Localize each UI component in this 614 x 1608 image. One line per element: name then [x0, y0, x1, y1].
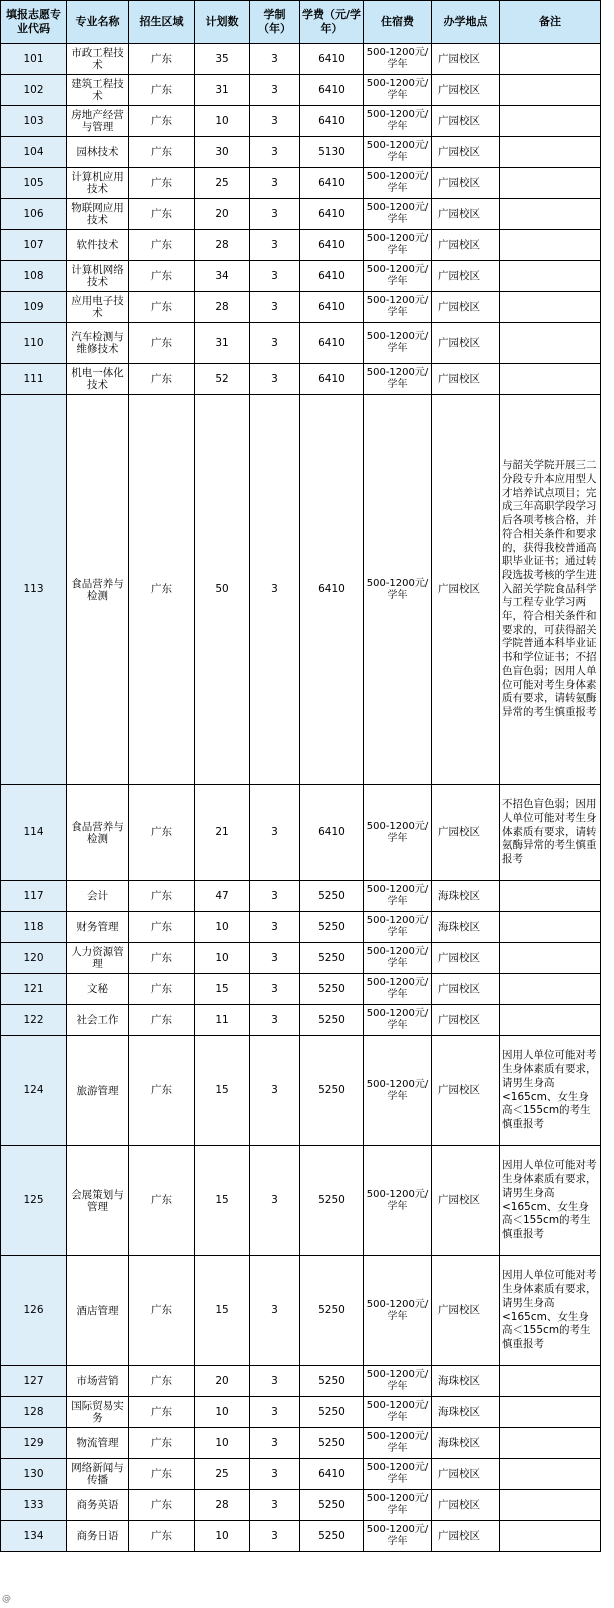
cell-remarks: 与韶关学院开展三二分段专升本应用型人才培养试点项目；完成三年高职学段学习后各项考核合格，并符合相关条件和要求的，获得我校普通高职毕业证书；通过转段选拔考核的学生进入韶关学院食品科学与工程专业学习两年，符合相关条件和要求的，可获得韶关学院普通本科毕业证书和学位证书；不招色盲色弱；因用人单位可能对考生身体素质有要求，请转氨酶异常的考生慎重报考: [500, 395, 601, 785]
cell-lodging: 500-1200元/学年: [364, 364, 432, 395]
cell-plan: 47: [195, 881, 250, 912]
cell-campus: 广园校区: [432, 974, 500, 1005]
table-body: [1, 44, 601, 1552]
cell-remarks: [500, 292, 601, 323]
cell-lodging: 500-1200元/学年: [364, 199, 432, 230]
cell-lodging: 500-1200元/学年: [364, 230, 432, 261]
cell-code: 109: [1, 292, 67, 323]
cell-years: 3: [250, 1036, 300, 1146]
cell-years: 3: [250, 1521, 300, 1552]
cell-remarks: [500, 881, 601, 912]
cell-years: 3: [250, 1459, 300, 1490]
cell-lodging: 500-1200元/学年: [364, 1256, 432, 1366]
cell-lodging: 500-1200元/学年: [364, 1490, 432, 1521]
table-row: [1, 1397, 601, 1428]
cell-region: 广东: [129, 1036, 195, 1146]
cell-code: 104: [1, 137, 67, 168]
cell-campus: 广园校区: [432, 323, 500, 364]
cell-code: 134: [1, 1521, 67, 1552]
cell-plan: 10: [195, 106, 250, 137]
cell-code: 102: [1, 75, 67, 106]
cell-name: 计算机网络技术: [67, 261, 129, 292]
cell-code: 127: [1, 1366, 67, 1397]
cell-plan: 15: [195, 1146, 250, 1256]
cell-name: 国际贸易实务: [67, 1397, 129, 1428]
cell-remarks: [500, 168, 601, 199]
cell-remarks: [500, 1490, 601, 1521]
table-row: [1, 168, 601, 199]
cell-tuition: 5130: [300, 137, 364, 168]
cell-code: 130: [1, 1459, 67, 1490]
cell-tuition: 5250: [300, 912, 364, 943]
cell-years: 3: [250, 395, 300, 785]
cell-campus: 广园校区: [432, 364, 500, 395]
cell-name: 软件技术: [67, 230, 129, 261]
cell-campus: 海珠校区: [432, 881, 500, 912]
cell-tuition: 5250: [300, 1428, 364, 1459]
cell-years: 3: [250, 974, 300, 1005]
cell-region: 广东: [129, 974, 195, 1005]
cell-lodging: 500-1200元/学年: [364, 974, 432, 1005]
cell-remarks: [500, 1459, 601, 1490]
cell-campus: 广园校区: [432, 261, 500, 292]
cell-tuition: 6410: [300, 75, 364, 106]
cell-campus: 广园校区: [432, 1459, 500, 1490]
cell-lodging: 500-1200元/学年: [364, 1459, 432, 1490]
cell-name: 网络新闻与传播: [67, 1459, 129, 1490]
cell-campus: 广园校区: [432, 106, 500, 137]
cell-name: 机电一体化技术: [67, 364, 129, 395]
cell-region: 广东: [129, 364, 195, 395]
cell-lodging: 500-1200元/学年: [364, 1146, 432, 1256]
cell-tuition: 6410: [300, 230, 364, 261]
cell-name: 酒店管理: [67, 1256, 129, 1366]
cell-years: 3: [250, 912, 300, 943]
table-row: [1, 1146, 601, 1256]
cell-code: 106: [1, 199, 67, 230]
cell-campus: 广园校区: [432, 395, 500, 785]
cell-lodging: 500-1200元/学年: [364, 1005, 432, 1036]
cell-code: 108: [1, 261, 67, 292]
header-region: 招生区域: [129, 1, 195, 44]
cell-lodging: 500-1200元/学年: [364, 292, 432, 323]
cell-years: 3: [250, 1256, 300, 1366]
cell-campus: 广园校区: [432, 137, 500, 168]
cell-name: 财务管理: [67, 912, 129, 943]
cell-plan: 50: [195, 395, 250, 785]
cell-plan: 10: [195, 1428, 250, 1459]
cell-region: 广东: [129, 199, 195, 230]
cell-tuition: 6410: [300, 323, 364, 364]
cell-name: 会计: [67, 881, 129, 912]
cell-code: 114: [1, 785, 67, 881]
cell-region: 广东: [129, 1366, 195, 1397]
cell-campus: 广园校区: [432, 1521, 500, 1552]
cell-remarks: [500, 912, 601, 943]
cell-tuition: 5250: [300, 1521, 364, 1552]
cell-name: 物联网应用技术: [67, 199, 129, 230]
cell-region: 广东: [129, 912, 195, 943]
cell-region: 广东: [129, 292, 195, 323]
header-years: 学制（年）: [250, 1, 300, 44]
cell-plan: 15: [195, 1256, 250, 1366]
cell-name: 建筑工程技术: [67, 75, 129, 106]
header-code: 填报志愿专业代码: [1, 1, 67, 44]
cell-name: 文秘: [67, 974, 129, 1005]
cell-years: 3: [250, 199, 300, 230]
table-row: [1, 323, 601, 364]
table-row: [1, 1036, 601, 1146]
cell-code: 110: [1, 323, 67, 364]
cell-region: 广东: [129, 261, 195, 292]
cell-tuition: 6410: [300, 261, 364, 292]
cell-campus: 广园校区: [432, 168, 500, 199]
table-row: [1, 1459, 601, 1490]
cell-name: 商务英语: [67, 1490, 129, 1521]
cell-plan: 28: [195, 1490, 250, 1521]
cell-plan: 25: [195, 1459, 250, 1490]
cell-remarks: [500, 230, 601, 261]
cell-tuition: 5250: [300, 1146, 364, 1256]
cell-campus: 海珠校区: [432, 1428, 500, 1459]
cell-lodging: 500-1200元/学年: [364, 1036, 432, 1146]
cell-years: 3: [250, 168, 300, 199]
table-row: [1, 395, 601, 785]
table-row: [1, 106, 601, 137]
cell-lodging: 500-1200元/学年: [364, 1521, 432, 1552]
cell-remarks: [500, 364, 601, 395]
cell-code: 103: [1, 106, 67, 137]
cell-code: 133: [1, 1490, 67, 1521]
cell-lodging: 500-1200元/学年: [364, 1366, 432, 1397]
cell-years: 3: [250, 1490, 300, 1521]
cell-tuition: 6410: [300, 44, 364, 75]
cell-name: 物流管理: [67, 1428, 129, 1459]
table-header-row: [1, 1, 601, 44]
cell-years: 3: [250, 1146, 300, 1256]
table-row: [1, 1366, 601, 1397]
cell-years: 3: [250, 323, 300, 364]
cell-lodging: 500-1200元/学年: [364, 44, 432, 75]
cell-tuition: 6410: [300, 364, 364, 395]
cell-plan: 10: [195, 912, 250, 943]
cell-code: 128: [1, 1397, 67, 1428]
cell-region: 广东: [129, 1459, 195, 1490]
cell-code: 101: [1, 44, 67, 75]
cell-region: 广东: [129, 395, 195, 785]
cell-years: 3: [250, 137, 300, 168]
cell-years: 3: [250, 1397, 300, 1428]
cell-remarks: [500, 974, 601, 1005]
cell-code: 121: [1, 974, 67, 1005]
cell-tuition: 6410: [300, 292, 364, 323]
cell-campus: 广园校区: [432, 1490, 500, 1521]
cell-plan: 25: [195, 168, 250, 199]
cell-campus: 广园校区: [432, 943, 500, 974]
header-plan: 计划数: [195, 1, 250, 44]
cell-name: 旅游管理: [67, 1036, 129, 1146]
cell-tuition: 6410: [300, 785, 364, 881]
cell-lodging: 500-1200元/学年: [364, 137, 432, 168]
cell-region: 广东: [129, 1428, 195, 1459]
cell-plan: 20: [195, 1366, 250, 1397]
cell-campus: 广园校区: [432, 75, 500, 106]
cell-campus: 广园校区: [432, 1036, 500, 1146]
cell-plan: 10: [195, 943, 250, 974]
cell-name: 应用电子技术: [67, 292, 129, 323]
cell-name: 会展策划与管理: [67, 1146, 129, 1256]
cell-name: 食品营养与检测: [67, 785, 129, 881]
header-remarks: 备注: [500, 1, 601, 44]
table-row: [1, 261, 601, 292]
cell-plan: 35: [195, 44, 250, 75]
table-row: [1, 1521, 601, 1552]
header-name: 专业名称: [67, 1, 129, 44]
cell-plan: 28: [195, 230, 250, 261]
table-row: [1, 912, 601, 943]
header-campus: 办学地点: [432, 1, 500, 44]
cell-name: 市政工程技术: [67, 44, 129, 75]
cell-remarks: [500, 1428, 601, 1459]
cell-years: 3: [250, 881, 300, 912]
cell-code: 117: [1, 881, 67, 912]
cell-tuition: 6410: [300, 168, 364, 199]
cell-region: 广东: [129, 1490, 195, 1521]
cell-years: 3: [250, 75, 300, 106]
cell-lodging: 500-1200元/学年: [364, 1397, 432, 1428]
table-row: [1, 1428, 601, 1459]
cell-plan: 30: [195, 137, 250, 168]
cell-tuition: 5250: [300, 1036, 364, 1146]
cell-campus: 广园校区: [432, 1005, 500, 1036]
cell-code: 105: [1, 168, 67, 199]
table-row: [1, 230, 601, 261]
cell-lodging: 500-1200元/学年: [364, 395, 432, 785]
cell-tuition: 5250: [300, 1256, 364, 1366]
cell-tuition: 5250: [300, 1397, 364, 1428]
cell-years: 3: [250, 1005, 300, 1036]
cell-tuition: 6410: [300, 106, 364, 137]
cell-remarks: [500, 199, 601, 230]
cell-code: 118: [1, 912, 67, 943]
cell-tuition: 6410: [300, 395, 364, 785]
cell-lodging: 500-1200元/学年: [364, 75, 432, 106]
cell-name: 计算机应用技术: [67, 168, 129, 199]
table-row: [1, 1005, 601, 1036]
cell-plan: 31: [195, 323, 250, 364]
cell-region: 广东: [129, 137, 195, 168]
table-row: [1, 943, 601, 974]
cell-region: 广东: [129, 881, 195, 912]
cell-campus: 海珠校区: [432, 912, 500, 943]
cell-region: 广东: [129, 1521, 195, 1552]
cell-lodging: 500-1200元/学年: [364, 168, 432, 199]
cell-name: 市场营销: [67, 1366, 129, 1397]
table-row: [1, 137, 601, 168]
cell-years: 3: [250, 261, 300, 292]
cell-region: 广东: [129, 943, 195, 974]
cell-code: 125: [1, 1146, 67, 1256]
cell-campus: 海珠校区: [432, 1397, 500, 1428]
cell-name: 园林技术: [67, 137, 129, 168]
cell-remarks: [500, 1366, 601, 1397]
cell-remarks: 因用人单位可能对考生身体素质有要求，请男生身高<165cm、女生身高＜155cm的考生慎重报考: [500, 1036, 601, 1146]
cell-name: 房地产经营与管理: [67, 106, 129, 137]
cell-remarks: 因用人单位可能对考生身体素质有要求，请男生身高<165cm、女生身高＜155cm的考生慎重报考: [500, 1146, 601, 1256]
cell-campus: 广园校区: [432, 1256, 500, 1366]
cell-region: 广东: [129, 1256, 195, 1366]
header-lodging: 住宿费: [364, 1, 432, 44]
cell-campus: 广园校区: [432, 1146, 500, 1256]
cell-name: 汽车检测与维修技术: [67, 323, 129, 364]
cell-campus: 广园校区: [432, 785, 500, 881]
cell-plan: 15: [195, 974, 250, 1005]
table-row: [1, 1490, 601, 1521]
cell-code: 126: [1, 1256, 67, 1366]
cell-code: 111: [1, 364, 67, 395]
cell-name: 社会工作: [67, 1005, 129, 1036]
cell-lodging: 500-1200元/学年: [364, 1428, 432, 1459]
cell-plan: 11: [195, 1005, 250, 1036]
cell-remarks: 不招色盲色弱；因用人单位可能对考生身体素质有要求，请转氨酶异常的考生慎重报考: [500, 785, 601, 881]
cell-remarks: [500, 1397, 601, 1428]
cell-region: 广东: [129, 785, 195, 881]
cell-lodging: 500-1200元/学年: [364, 785, 432, 881]
cell-campus: 广园校区: [432, 230, 500, 261]
cell-name: 商务日语: [67, 1521, 129, 1552]
cell-lodging: 500-1200元/学年: [364, 106, 432, 137]
cell-remarks: [500, 1521, 601, 1552]
cell-tuition: 5250: [300, 1490, 364, 1521]
cell-tuition: 5250: [300, 1366, 364, 1397]
cell-tuition: 5250: [300, 943, 364, 974]
cell-tuition: 6410: [300, 1459, 364, 1490]
cell-plan: 10: [195, 1397, 250, 1428]
table-row: [1, 364, 601, 395]
cell-plan: 34: [195, 261, 250, 292]
cell-campus: 广园校区: [432, 44, 500, 75]
cell-name: 人力资源管理: [67, 943, 129, 974]
cell-campus: 广园校区: [432, 199, 500, 230]
table-row: [1, 1256, 601, 1366]
cell-plan: 15: [195, 1036, 250, 1146]
cell-years: 3: [250, 292, 300, 323]
table-row: [1, 292, 601, 323]
cell-plan: 31: [195, 75, 250, 106]
cell-region: 广东: [129, 1397, 195, 1428]
table-row: [1, 75, 601, 106]
cell-code: 120: [1, 943, 67, 974]
cell-plan: 20: [195, 199, 250, 230]
cell-plan: 10: [195, 1521, 250, 1552]
cell-region: 广东: [129, 168, 195, 199]
watermark: @: [2, 1594, 11, 1604]
cell-plan: 28: [195, 292, 250, 323]
cell-code: 113: [1, 395, 67, 785]
cell-campus: 海珠校区: [432, 1366, 500, 1397]
cell-code: 122: [1, 1005, 67, 1036]
cell-code: 124: [1, 1036, 67, 1146]
cell-tuition: 5250: [300, 881, 364, 912]
cell-plan: 52: [195, 364, 250, 395]
cell-campus: 广园校区: [432, 292, 500, 323]
cell-region: 广东: [129, 75, 195, 106]
cell-lodging: 500-1200元/学年: [364, 912, 432, 943]
cell-lodging: 500-1200元/学年: [364, 881, 432, 912]
table-row: [1, 881, 601, 912]
cell-years: 3: [250, 1366, 300, 1397]
table-row: [1, 974, 601, 1005]
cell-region: 广东: [129, 323, 195, 364]
cell-lodging: 500-1200元/学年: [364, 943, 432, 974]
cell-region: 广东: [129, 1146, 195, 1256]
cell-remarks: [500, 75, 601, 106]
cell-years: 3: [250, 106, 300, 137]
cell-tuition: 5250: [300, 974, 364, 1005]
cell-region: 广东: [129, 44, 195, 75]
cell-code: 107: [1, 230, 67, 261]
header-tuition: 学费（元/学年）: [300, 1, 364, 44]
cell-code: 129: [1, 1428, 67, 1459]
cell-tuition: 5250: [300, 1005, 364, 1036]
cell-lodging: 500-1200元/学年: [364, 323, 432, 364]
cell-remarks: [500, 106, 601, 137]
cell-remarks: [500, 137, 601, 168]
table-row: [1, 199, 601, 230]
cell-plan: 21: [195, 785, 250, 881]
cell-years: 3: [250, 364, 300, 395]
cell-remarks: [500, 1005, 601, 1036]
cell-region: 广东: [129, 1005, 195, 1036]
cell-remarks: 因用人单位可能对考生身体素质有要求，请男生身高<165cm、女生身高＜155cm的考生慎重报考: [500, 1256, 601, 1366]
cell-years: 3: [250, 230, 300, 261]
cell-region: 广东: [129, 106, 195, 137]
cell-remarks: [500, 943, 601, 974]
cell-years: 3: [250, 44, 300, 75]
cell-remarks: [500, 261, 601, 292]
cell-remarks: [500, 323, 601, 364]
table-row: [1, 44, 601, 75]
cell-name: 食品营养与检测: [67, 395, 129, 785]
cell-years: 3: [250, 943, 300, 974]
table-row: [1, 785, 601, 881]
cell-tuition: 6410: [300, 199, 364, 230]
cell-years: 3: [250, 1428, 300, 1459]
cell-years: 3: [250, 785, 300, 881]
cell-region: 广东: [129, 230, 195, 261]
cell-lodging: 500-1200元/学年: [364, 261, 432, 292]
cell-remarks: [500, 44, 601, 75]
